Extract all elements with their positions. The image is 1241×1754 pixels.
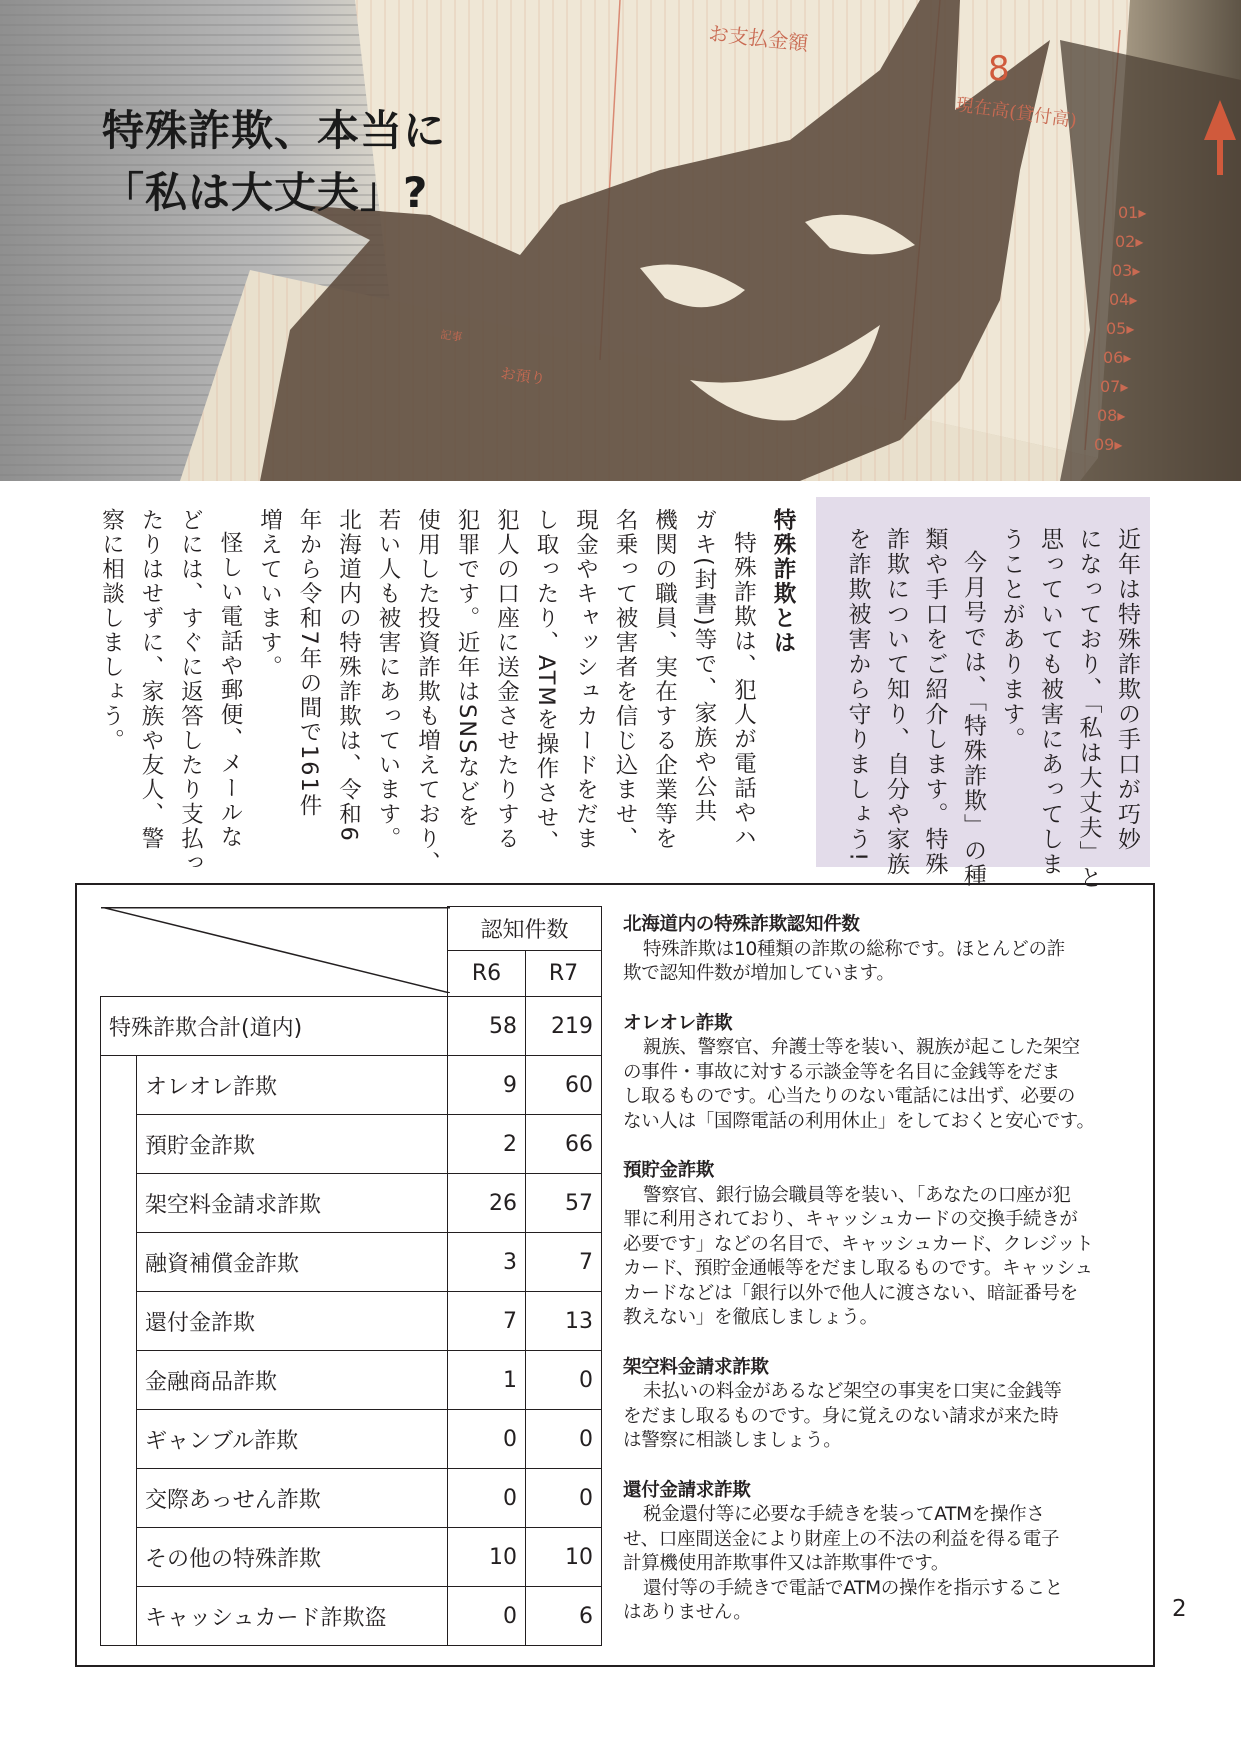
about-line: 名乗って被害者を信じ込ませ、 — [612, 508, 638, 851]
section-line: 特殊詐欺は10種類の詐欺の総称です。ほとんどの詐 — [643, 938, 1065, 960]
table-row — [101, 1292, 602, 1351]
explain-section-deposit — [623, 1159, 1123, 1331]
row-r7: 0 — [526, 1469, 602, 1528]
section-title: 架空料金請求詐欺 — [623, 1356, 769, 1378]
section-line: し取るものです。心当たりのない電話には出ず、必要の — [623, 1086, 1076, 1107]
row-r7: 219 — [526, 997, 602, 1056]
section-line: は警察に相談しましょう。 — [623, 1430, 842, 1451]
intro-line: 思っていても被害にあってしま — [1037, 527, 1063, 877]
section-title: 北海道内の特殊詐欺認知件数 — [623, 914, 860, 935]
table-row-total — [101, 997, 602, 1056]
row-r7: 0 — [526, 1351, 602, 1410]
section-line: カードなどは「銀行以外で他人に渡さない、暗証番号を — [623, 1282, 1079, 1304]
hero-photo — [0, 0, 1241, 481]
about-line: 特殊詐欺は、犯人が電話やハ — [730, 531, 757, 850]
row-label: 金融商品詐欺 — [137, 1351, 448, 1410]
passbook-col-payment: お支払金額 — [707, 21, 810, 56]
row-r6: 26 — [448, 1174, 526, 1233]
row-r7: 10 — [526, 1528, 602, 1587]
table-header-r7: R7 — [526, 951, 602, 997]
hero-title-line2: 「私は大丈夫」? — [102, 168, 429, 217]
section-line: の事件・事故に対する示談金等を名目に金銭等をだま — [623, 1061, 1060, 1083]
section-line: せ、口座間送金により財産上の不法の利益を得る電子 — [623, 1528, 1060, 1550]
table-row — [101, 1233, 602, 1292]
passbook-page-number: 8 — [988, 49, 1010, 89]
section-line: 警察官、銀行協会職員等を装い、「あなたの口座が犯 — [643, 1184, 1071, 1206]
section-line: カード、預貯金通帳等をだまし取るものです。キャッシュ — [623, 1258, 1093, 1279]
row-r6: 1 — [448, 1351, 526, 1410]
table-row — [101, 1174, 602, 1233]
passbook-shadow-illustration — [0, 0, 1241, 481]
about-line: 年から令和7年の間で161件 — [296, 508, 322, 819]
intro-line: 類や手口をご紹介します。特殊 — [921, 527, 948, 877]
row-label: 預貯金詐欺 — [137, 1115, 448, 1174]
section-line: 欺で認知件数が増加しています。 — [623, 963, 895, 984]
passbook-col-memo: 記事 — [439, 328, 464, 345]
row-label: 特殊詐欺合計(道内) — [101, 997, 448, 1056]
page-number: 2 — [1172, 1596, 1187, 1622]
row-r6: 0 — [448, 1410, 526, 1469]
about-line: し取ったり、ATMを操作させ、 — [533, 508, 559, 855]
row-r6: 0 — [448, 1587, 526, 1646]
explain-section-overview — [623, 913, 1123, 987]
table-corner-cell — [101, 907, 448, 997]
passbook-row-number: 05▸ — [1106, 319, 1135, 338]
row-label: キャッシュカード詐欺盗 — [137, 1587, 448, 1646]
row-r7: 0 — [526, 1410, 602, 1469]
about-line: 増えています。 — [256, 508, 283, 680]
passbook-col-deposit: お預り — [499, 364, 547, 389]
row-r7: 60 — [526, 1056, 602, 1115]
about-line: 怪しい電話や郵便、メールな — [217, 531, 243, 850]
passbook-row-number: 03▸ — [1112, 261, 1141, 280]
table-row — [101, 1056, 602, 1115]
section-line: 税金還付等に必要な手続きを装ってATMを操作さ — [643, 1504, 1045, 1525]
section-line: 計算機使用詐欺事件又は詐欺事件です。 — [623, 1553, 950, 1574]
about-line: 北海道内の特殊詐欺は、令和6 — [335, 508, 362, 843]
about-line: 使用した投資詐欺も増えており、 — [414, 508, 441, 876]
row-label: 融資補償金詐欺 — [137, 1233, 448, 1292]
row-r7: 6 — [526, 1587, 602, 1646]
passbook-col-balance: 現在高(貸付高) — [954, 94, 1079, 132]
table-header-group: 認知件数 — [448, 907, 602, 951]
fraud-count-table — [100, 906, 602, 1646]
row-r7: 57 — [526, 1174, 602, 1233]
intro-line: うことがあります。 — [998, 527, 1025, 752]
about-line: ガキ(封書)等で、家族や公共 — [691, 508, 717, 824]
table-diagonal-line — [101, 907, 450, 993]
intro-line: 近年は特殊詐欺の手口が巧妙 — [1114, 527, 1140, 852]
about-heading: 特殊詐欺とは — [770, 508, 796, 655]
table-row — [101, 1351, 602, 1410]
table-row — [101, 1410, 602, 1469]
about-line: 現金やキャッシュカードをだま — [572, 508, 599, 851]
row-label: 交際あっせん詐欺 — [137, 1469, 448, 1528]
passbook-row-number: 09▸ — [1094, 435, 1123, 454]
intro-line: になっており、「私は大丈夫」と — [1075, 527, 1102, 891]
row-label: 架空料金請求詐欺 — [137, 1174, 448, 1233]
row-r7: 13 — [526, 1292, 602, 1351]
explain-section-refund — [623, 1479, 1123, 1626]
row-label: オレオレ詐欺 — [137, 1056, 448, 1115]
explain-section-oreore — [623, 1012, 1123, 1135]
about-line: どには、すぐに返答したり支払っ — [177, 508, 204, 876]
section-line: 還付等の手続きで電話でATMの操作を指示すること — [643, 1577, 1063, 1599]
section-line: をだまし取るものです。身に覚えのない請求が来た時 — [623, 1405, 1059, 1427]
table-header-r6: R6 — [448, 951, 526, 997]
intro-line: 詐欺について知り、自分や家族 — [883, 527, 909, 877]
section-title: 還付金請求詐欺 — [623, 1479, 751, 1501]
about-line: 機関の職員、実在する企業等を — [651, 508, 678, 851]
table-row — [101, 1587, 602, 1646]
row-label: 還付金詐欺 — [137, 1292, 448, 1351]
about-line: たりはせずに、家族や友人、警 — [138, 508, 164, 851]
intro-text — [826, 527, 1146, 891]
about-line: 犯人の口座に送金させたりする — [493, 508, 520, 851]
table-row — [101, 1115, 602, 1174]
about-line: 犯罪です。近年はSNSなどを — [454, 508, 480, 829]
row-r7: 7 — [526, 1233, 602, 1292]
section-line: ない人は「国際電話の利用休止」をしておくと安心です。 — [623, 1110, 1095, 1132]
about-section — [98, 508, 802, 876]
row-r6: 9 — [448, 1056, 526, 1115]
row-r6: 0 — [448, 1469, 526, 1528]
row-r6: 7 — [448, 1292, 526, 1351]
section-line: 必要です」などの名目で、キャッシュカード、クレジット — [623, 1233, 1094, 1255]
passbook-row-number: 04▸ — [1109, 290, 1138, 309]
row-label: ギャンブル詐欺 — [137, 1410, 448, 1469]
section-line: 教えない」を徹底しましょう。 — [623, 1307, 878, 1328]
section-title: 預貯金詐欺 — [623, 1160, 715, 1181]
row-r6: 58 — [448, 997, 526, 1056]
row-r6: 10 — [448, 1528, 526, 1587]
passbook-row-number: 07▸ — [1100, 377, 1129, 396]
row-r6: 2 — [448, 1115, 526, 1174]
row-r7: 66 — [526, 1115, 602, 1174]
passbook-row-number: 06▸ — [1103, 348, 1132, 367]
section-line: 親族、警察官、弁護士等を装い、親族が起こした架空 — [643, 1037, 1080, 1058]
passbook-row-number: 01▸ — [1118, 203, 1147, 222]
section-line: 罪に利用されており、キャッシュカードの交換手続きが — [623, 1209, 1078, 1230]
row-label: その他の特殊詐欺 — [137, 1528, 448, 1587]
explanation-column — [623, 913, 1123, 1651]
section-line: 未払いの料金があるなど架空の事実を口実に金銭等 — [643, 1381, 1062, 1402]
passbook-row-number: 02▸ — [1115, 232, 1144, 251]
section-line: はありません。 — [623, 1602, 752, 1623]
intro-line: を詐欺被害から守りましょう! — [844, 527, 871, 864]
about-line: 察に相談しましょう。 — [98, 508, 125, 753]
row-r6: 3 — [448, 1233, 526, 1292]
table-row — [101, 1528, 602, 1587]
about-line: 若い人も被害にあっています。 — [375, 508, 401, 851]
explain-section-fictitious-billing — [623, 1356, 1123, 1454]
passbook-row-number: 08▸ — [1097, 406, 1126, 425]
hero-title-line1: 特殊詐欺、本当に — [102, 106, 447, 155]
intro-line: 今月号では、「特殊詐欺」の種 — [960, 550, 986, 889]
section-title: オレオレ詐欺 — [623, 1012, 733, 1034]
table-row — [101, 1469, 602, 1528]
